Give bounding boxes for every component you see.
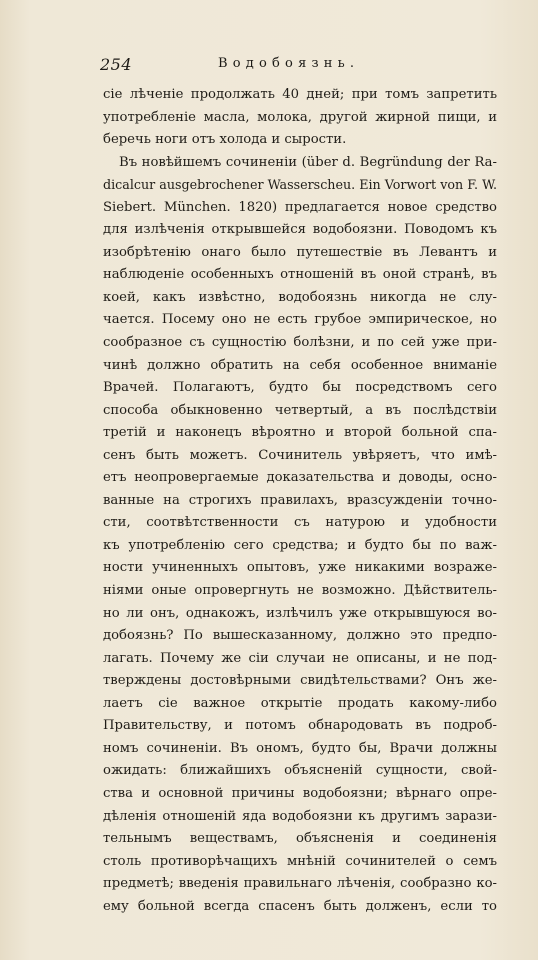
text-line: добоязнь? По вышесказанному, должно это предпо- bbox=[103, 628, 497, 644]
text-line: къ употребленію сего средства; и будто бы по важ- bbox=[103, 537, 497, 553]
text-line: но ли онъ, однакожъ, излѣчилъ уже открывшуюся во- bbox=[103, 605, 497, 621]
text-line: употребленіе масла, молока, другой жирной пищи, и bbox=[103, 109, 497, 125]
text-line: Врачей. Полагаютъ, будто бы посредствомъ сего bbox=[103, 380, 497, 396]
page-header bbox=[100, 55, 500, 77]
text-line: ванные на строгихъ правилахъ, вразсужденіи точно- bbox=[103, 492, 497, 508]
text-line: изобрѣтенію онаго было путешествіе въ Левантъ и bbox=[103, 244, 497, 260]
text-line: лаетъ сіе важное открытіе продать какому-либо bbox=[103, 695, 497, 711]
page-number: 254 bbox=[100, 55, 133, 74]
body-text bbox=[103, 84, 497, 918]
text-line: сіе лѣченіе продолжать 40 дней; при томъ запретить bbox=[103, 87, 497, 102]
text-line: сообразное съ сущностію болѣзни, и по сей уже при- bbox=[103, 335, 497, 351]
text-line: наблюденіе особенныхъ отношеній въ оной странѣ, въ bbox=[103, 267, 497, 283]
text-line: предметѣ; введенія правильнаго лѣченія, сообразно ко- bbox=[103, 876, 497, 892]
text-line: ему больной всегда спасенъ быть долженъ, если то bbox=[103, 898, 497, 914]
text-line: лагать. Почему же сіи случаи не описаны, и не под- bbox=[103, 650, 497, 666]
text-line: Siebert. München. 1820) предлагается новое средство bbox=[103, 199, 497, 215]
text-line: сенъ быть можетъ. Сочинитель увѣряетъ, что имѣ- bbox=[103, 447, 497, 463]
text-line: ніями оные опровергнуть не возможно. Дѣйствитель- bbox=[103, 583, 497, 599]
text-line: сти, соотвѣтственности съ натурою и удобности bbox=[103, 515, 497, 531]
text-line: Правительству, и потомъ обнародовать въ подроб- bbox=[103, 718, 497, 734]
text-line: dicalcur ausgebrochener Wasserscheu. Ein Vorwort von F. W. bbox=[103, 177, 497, 193]
text-line: беречь ноги отъ холода и сырости. bbox=[103, 132, 347, 148]
text-line: третій и наконецъ вѣроятно и второй больной спа- bbox=[103, 425, 497, 441]
text-line: дѣленія отношеній яда водобоязни къ другимъ зарази- bbox=[103, 808, 497, 824]
text-line: Въ новѣйшемъ сочиненіи (über d. Begründung der Ra- bbox=[119, 154, 497, 170]
text-line: чинѣ должно обратить на себя особенное вниманіе bbox=[103, 357, 497, 373]
text-line: ности учиненныхъ опытовъ, уже никакими возраже- bbox=[103, 560, 497, 576]
text-line: чается. Посему оно не есть грубое эмпирическое, но bbox=[103, 312, 497, 328]
text-line: столь противорѣчащихъ мнѣній сочинителей о семъ bbox=[103, 853, 497, 869]
running-title: Водобоязнь. bbox=[218, 56, 360, 71]
text-line: для излѣченія открывшейся водобоязни. Поводомъ къ bbox=[103, 222, 497, 238]
text-line: етъ неопровергаемые доказательства и доводы, осно- bbox=[103, 470, 497, 486]
text-line: коей, какъ извѣстно, водобоязнь никогда не слу- bbox=[103, 289, 497, 305]
text-line: способа обыкновенно четвертый, а въ послѣдствіи bbox=[103, 402, 497, 418]
text-line: тельнымъ веществамъ, объясненія и соединенія bbox=[103, 831, 497, 847]
text-line: ожидать: ближайшихъ объясненій сущности, свой- bbox=[103, 763, 497, 779]
text-line: тверждены достовѣрными свидѣтельствами? Онъ же- bbox=[103, 673, 497, 689]
text-line: ства и основной причины водобоязни; вѣрнаго опре- bbox=[103, 785, 497, 801]
text-line: номъ сочиненіи. Въ ономъ, будто бы, Врачи должны bbox=[103, 740, 497, 756]
